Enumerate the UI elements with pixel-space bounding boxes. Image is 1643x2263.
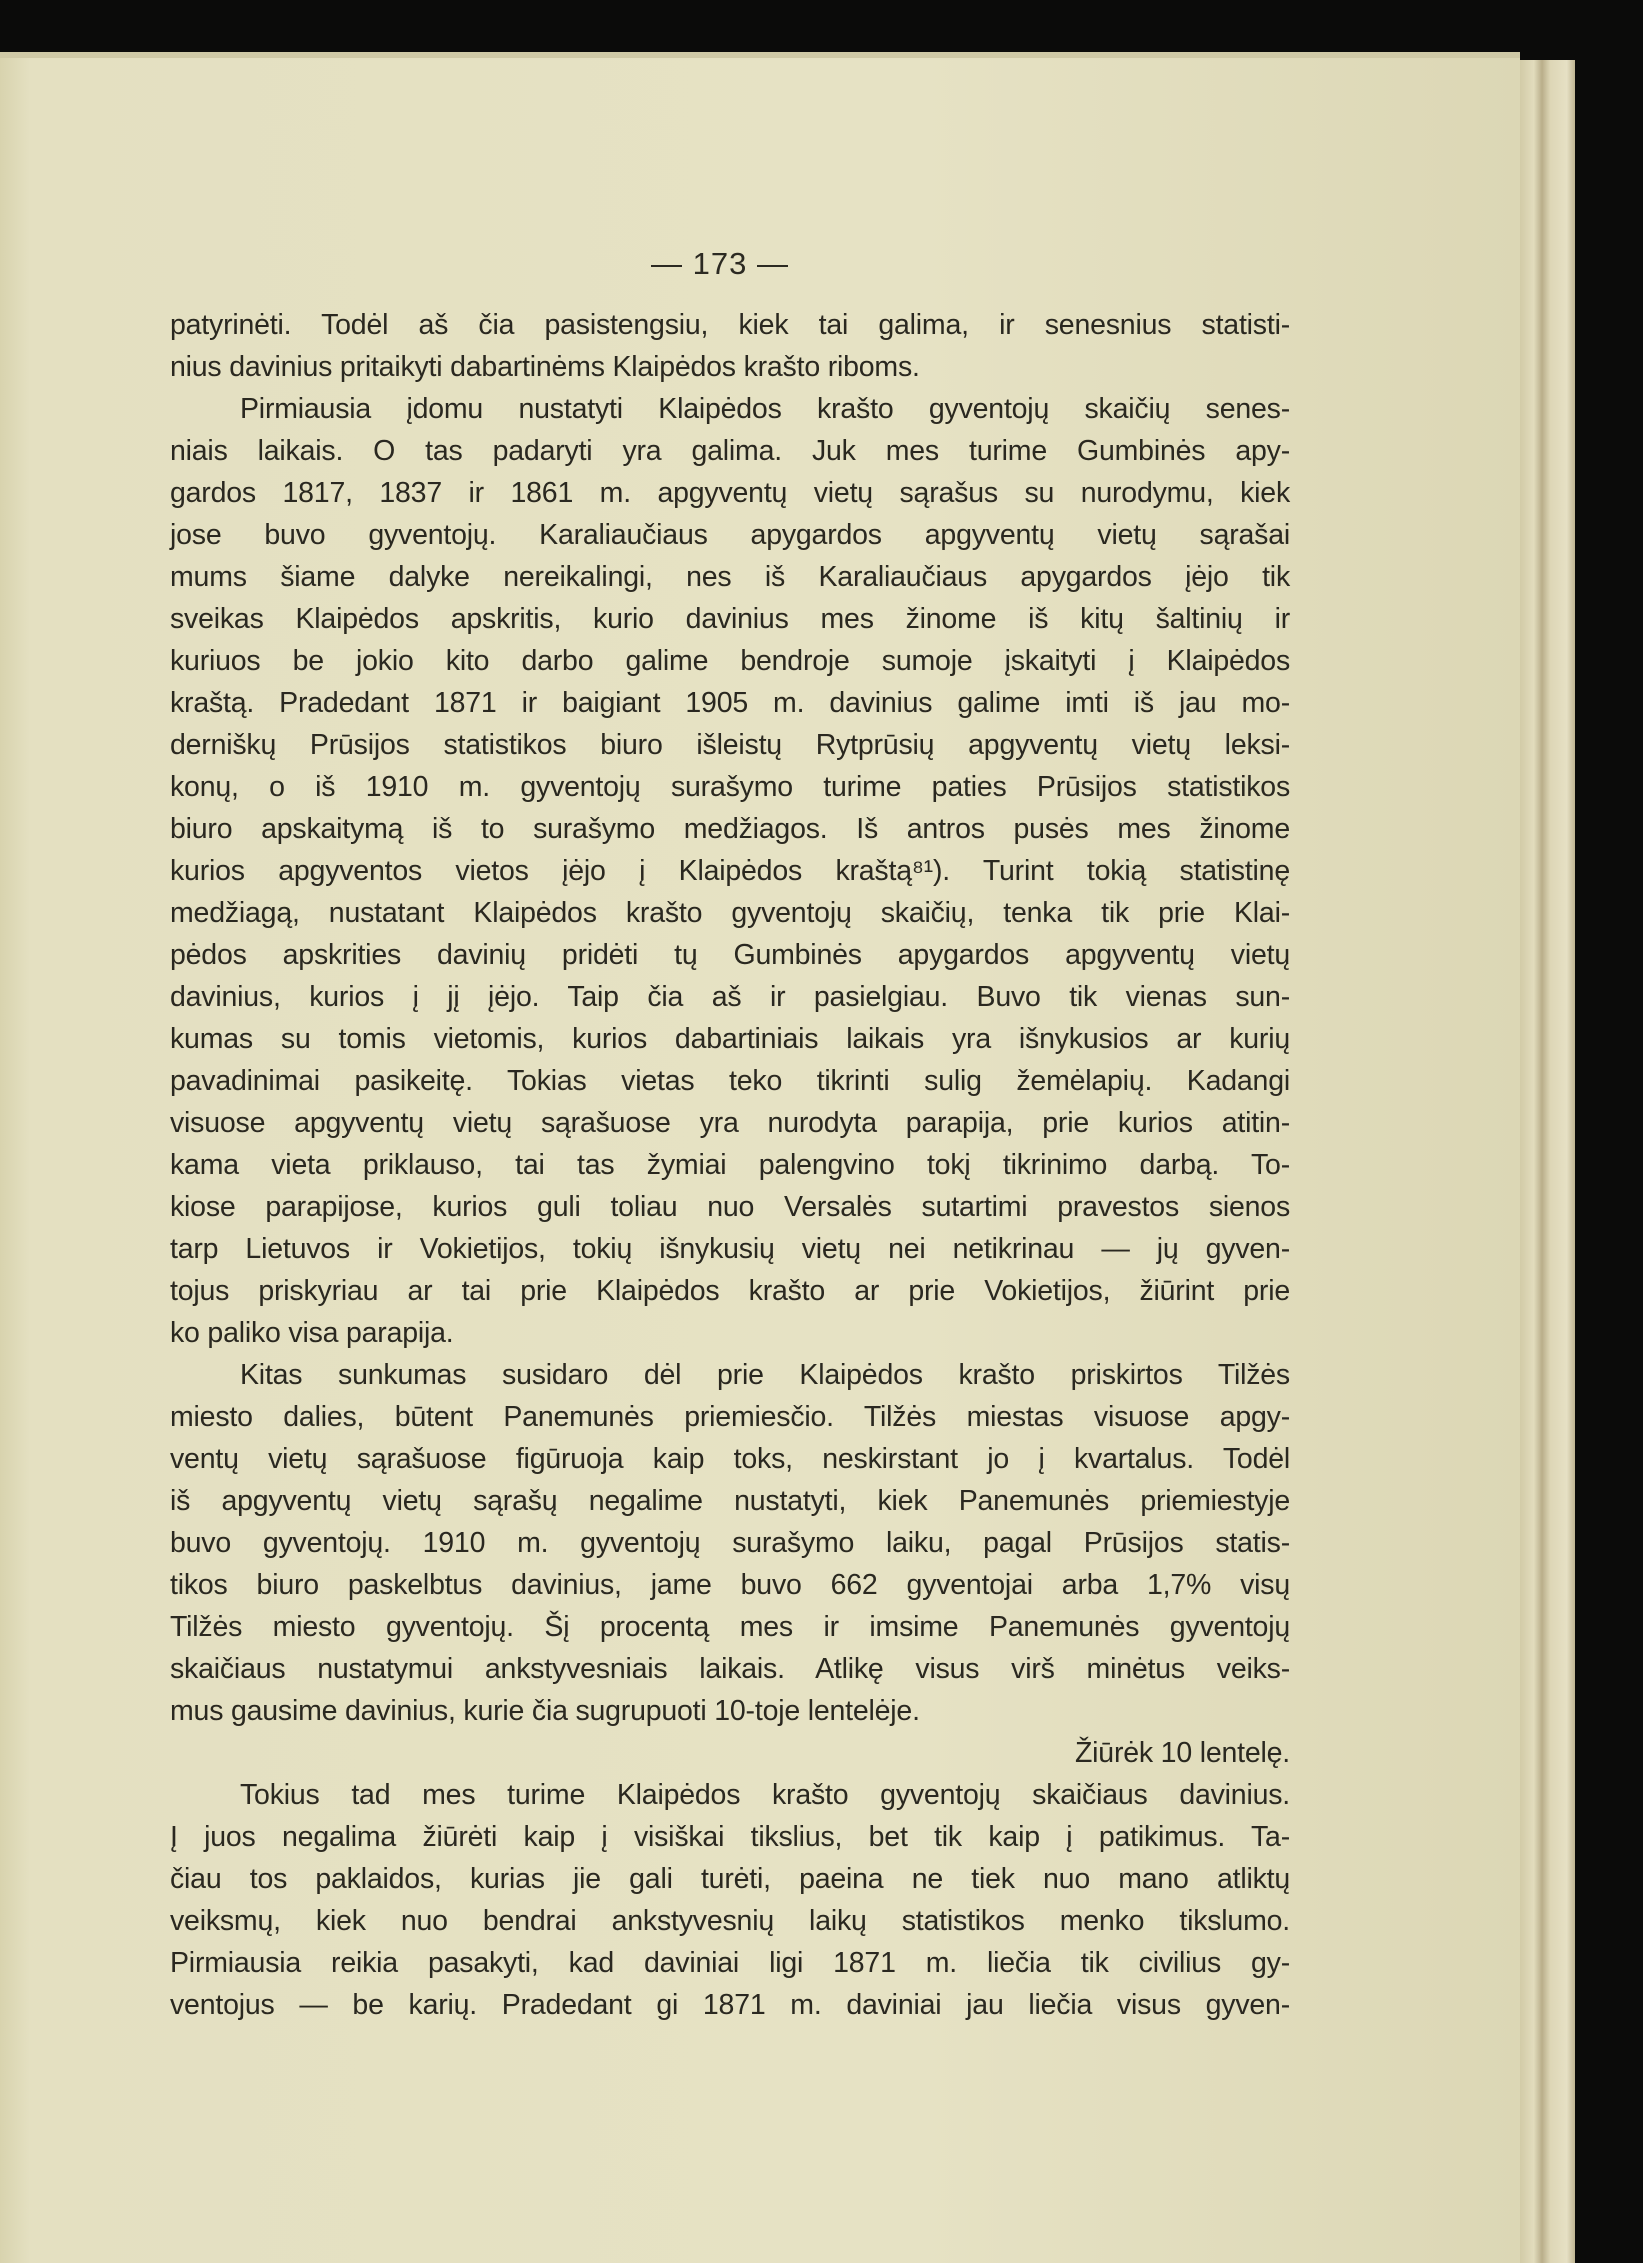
text-line: ventojus — be karių. Pradedant gi 1871 m. daviniai jau liečia visus gyven- <box>170 1989 1290 2021</box>
text-line: tikos biuro paskelbtus davinius, jame buvo 662 gyventojai arba 1,7% visų <box>170 1569 1290 1601</box>
book-fore-edge <box>1520 60 1575 2263</box>
text-line: mus gausime davinius, kurie čia sugrupuoti 10-toje lentelėje. <box>170 1695 920 1727</box>
table-reference: Žiūrėk 10 lentelę. <box>1074 1737 1290 1769</box>
text-line: Tokius tad mes turime Klaipėdos krašto gyventojų skaičiaus davinius. <box>240 1779 1290 1811</box>
text-line: Tilžės miesto gyventojų. Šį procentą mes ir imsime Panemunės gyventojų <box>170 1611 1290 1643</box>
text-line: medžiagą, nustatant Klaipėdos krašto gyventojų skaičių, tenka tik prie Klai- <box>170 897 1290 929</box>
text-line: kuriuos be jokio kito darbo galime bendroje sumoje įskaityti į Klaipėdos <box>170 645 1290 677</box>
text-line: kama vieta priklauso, tai tas žymiai palengvino tokį tikrinimo darbą. To- <box>170 1149 1290 1181</box>
text-line: sveikas Klaipėdos apskritis, kurio davinius mes žinome iš kitų šaltinių ir <box>170 603 1290 635</box>
text-line: nius davinius pritaikyti dabartinėms Klaipėdos krašto riboms. <box>170 351 920 383</box>
text-line: tojus priskyriau ar tai prie Klaipėdos krašto ar prie Vokietijos, žiūrint prie <box>170 1275 1290 1307</box>
text-line: patyrinėti. Todėl aš čia pasistengsiu, kiek tai galima, ir senesnius statisti- <box>170 309 1290 341</box>
text-line: davinius, kurios į jį įėjo. Taip čia aš ir pasielgiau. Buvo tik vienas sun- <box>170 981 1290 1013</box>
text-line: pėdos apskrities davinių pridėti tų Gumbinės apygardos apgyventų vietų <box>170 939 1290 971</box>
book-page <box>0 58 1520 2263</box>
text-line: Į juos negalima žiūrėti kaip į visiškai tikslius, bet tik kaip į patikimus. Ta- <box>170 1821 1290 1853</box>
text-line: buvo gyventojų. 1910 m. gyventojų surašymo laiku, pagal Prūsijos statis- <box>170 1527 1290 1559</box>
text-line: tarp Lietuvos ir Vokietijos, tokių išnykusių vietų nei netikrinau — jų gyven- <box>170 1233 1290 1265</box>
text-line: ko paliko visa parapija. <box>170 1317 454 1349</box>
text-line: derniškų Prūsijos statistikos biuro išleistų Rytprūsių apgyventų vietų leksi- <box>170 729 1290 761</box>
text-line: kiose parapijose, kurios guli toliau nuo Versalės sutartimi pravestos sienos <box>170 1191 1290 1223</box>
text-line: visuose apgyventų vietų sąrašuose yra nurodyta parapija, prie kurios atitin- <box>170 1107 1290 1139</box>
page-number: — 173 — <box>651 246 789 281</box>
text-line: mums šiame dalyke nereikalingi, nes iš Karaliaučiaus apygardos įėjo tik <box>170 561 1290 593</box>
text-line: kurios apgyventos vietos įėjo į Klaipėdos kraštą⁸¹). Turint tokią statistinę <box>170 855 1290 887</box>
text-line: ventų vietų sąrašuose figūruoja kaip toks, neskirstant jo į kvartalus. Todėl <box>170 1443 1290 1475</box>
text-line: jose buvo gyventojų. Karaliaučiaus apygardos apgyventų vietų sąrašai <box>170 519 1290 551</box>
text-line: iš apgyventų vietų sąrašų negalime nustatyti, kiek Panemunės priemiestyje <box>170 1485 1290 1517</box>
text-line: konų, o iš 1910 m. gyventojų surašymo turime paties Prūsijos statistikos <box>170 771 1290 803</box>
text-line: kumas su tomis vietomis, kurios dabartiniais laikais yra išnykusios ar kurių <box>170 1023 1290 1055</box>
text-line: čiau tos paklaidos, kurias jie gali turėti, paeina ne tiek nuo mano atliktų <box>170 1863 1290 1895</box>
text-line: Pirmiausia įdomu nustatyti Klaipėdos krašto gyventojų skaičių senes- <box>240 393 1290 425</box>
text-line: Pirmiausia reikia pasakyti, kad daviniai ligi 1871 m. liečia tik civilius gy- <box>170 1947 1290 1979</box>
body-text <box>170 304 1290 2026</box>
text-line: veiksmų, kiek nuo bendrai ankstyvesnių laikų statistikos menko tikslumo. <box>170 1905 1290 1937</box>
text-line: gardos 1817, 1837 ir 1861 m. apgyventų vietų sąrašus su nurodymu, kiek <box>170 477 1290 509</box>
text-line: skaičiaus nustatymui ankstyvesniais laikais. Atlikę visus virš minėtus veiks- <box>170 1653 1290 1685</box>
text-line: miesto dalies, būtent Panemunės priemiesčio. Tilžės miestas visuose apgy- <box>170 1401 1290 1433</box>
text-line: niais laikais. O tas padaryti yra galima. Juk mes turime Gumbinės apy- <box>170 435 1290 467</box>
text-line: kraštą. Pradedant 1871 ir baigiant 1905 m. davinius galime imti iš jau mo- <box>170 687 1290 719</box>
text-line: Kitas sunkumas susidaro dėl prie Klaipėdos krašto priskirtos Tilžės <box>240 1359 1290 1391</box>
text-line: pavadinimai pasikeitę. Tokias vietas teko tikrinti sulig žemėlapių. Kadangi <box>170 1065 1290 1097</box>
text-line: biuro apskaitymą iš to surašymo medžiagos. Iš antros pusės mes žinome <box>170 813 1290 845</box>
